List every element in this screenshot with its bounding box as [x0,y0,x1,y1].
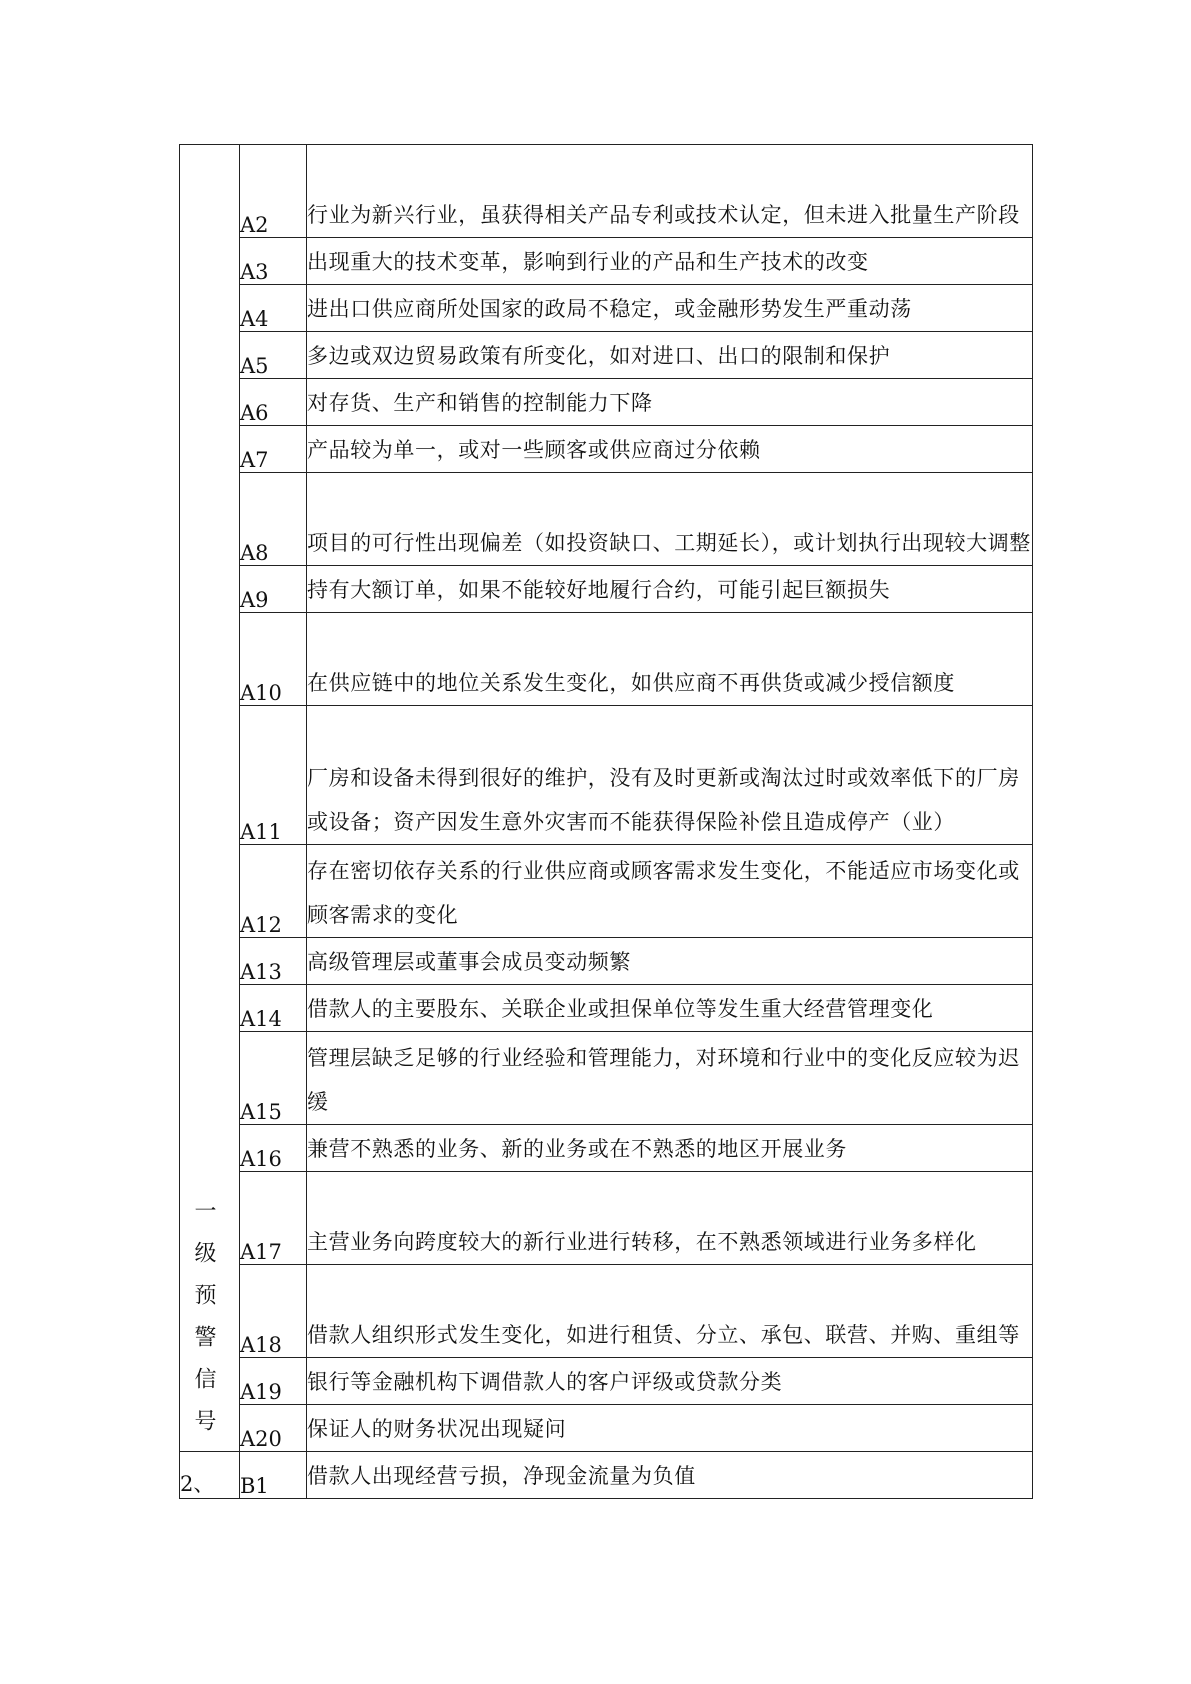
table-row [180,379,1033,426]
signal-description: 存在密切依存关系的行业供应商或顾客需求发生变化，不能适应市场变化或顾客需求的变化 [307,845,1033,938]
signal-description: 主营业务向跨度较大的新行业进行转移，在不熟悉领域进行业务多样化 [307,1172,1033,1265]
table-row [180,985,1033,1032]
signal-code: A10 [240,613,307,706]
signal-code: A5 [240,332,307,379]
signal-description: 高级管理层或董事会成员变动频繁 [307,938,1033,985]
signal-description: 多边或双边贸易政策有所变化，如对进口、出口的限制和保护 [307,332,1033,379]
table-row [180,1172,1033,1265]
table-row [180,938,1033,985]
table-row [180,1032,1033,1125]
signal-code: A20 [240,1405,307,1452]
signal-code: A4 [240,285,307,332]
signal-description: 借款人组织形式发生变化，如进行租赁、分立、承包、联营、并购、重组等 [307,1265,1033,1358]
signal-description: 保证人的财务状况出现疑问 [307,1405,1033,1452]
table-row [180,1405,1033,1452]
signal-description: 行业为新兴行业，虽获得相关产品专利或技术认定，但未进入批量生产阶段 [307,145,1033,238]
signal-code: A15 [240,1032,307,1125]
signal-code: A13 [240,938,307,985]
signal-code: A9 [240,566,307,613]
signal-description: 银行等金融机构下调借款人的客户评级或贷款分类 [307,1358,1033,1405]
signal-code: A19 [240,1358,307,1405]
table-row [180,845,1033,938]
warning-signal-table [179,144,1033,1499]
signal-description: 对存货、生产和销售的控制能力下降 [307,379,1033,426]
signal-code: A3 [240,238,307,285]
signal-code: B1 [240,1452,307,1499]
signal-code: A11 [240,706,307,845]
table-row [180,238,1033,285]
signal-code: A18 [240,1265,307,1358]
table-row [180,1265,1033,1358]
signal-description: 出现重大的技术变革，影响到行业的产品和生产技术的改变 [307,238,1033,285]
signal-code: A12 [240,845,307,938]
signal-description: 持有大额订单，如果不能较好地履行合约，可能引起巨额损失 [307,566,1033,613]
signal-code: A2 [240,145,307,238]
category-label: 一级预警信号 [191,1199,216,1451]
signal-description: 项目的可行性出现偏差（如投资缺口、工期延长），或计划执行出现较大调整 [307,473,1033,566]
table-row [180,145,1033,238]
table-row [180,1452,1033,1499]
table-row [180,566,1033,613]
table-row [180,285,1033,332]
signal-description: 借款人的主要股东、关联企业或担保单位等发生重大经营管理变化 [307,985,1033,1032]
signal-description: 进出口供应商所处国家的政局不稳定，或金融形势发生严重动荡 [307,285,1033,332]
table-row [180,426,1033,473]
signal-description: 管理层缺乏足够的行业经验和管理能力，对环境和行业中的变化反应较为迟缓 [307,1032,1033,1125]
signal-code: A7 [240,426,307,473]
signal-description: 在供应链中的地位关系发生变化，如供应商不再供货或减少授信额度 [307,613,1033,706]
table-row [180,706,1033,845]
category-cell-level-2: 2、 [180,1452,240,1499]
table-row [180,1358,1033,1405]
table-row [180,332,1033,379]
table-row [180,1125,1033,1172]
signal-code: A8 [240,473,307,566]
signal-description: 兼营不熟悉的业务、新的业务或在不熟悉的地区开展业务 [307,1125,1033,1172]
category-cell-level-1 [180,145,240,1452]
signal-description: 产品较为单一，或对一些顾客或供应商过分依赖 [307,426,1033,473]
table-row [180,613,1033,706]
signal-code: A14 [240,985,307,1032]
table-row [180,473,1033,566]
signal-code: A16 [240,1125,307,1172]
signal-code: A6 [240,379,307,426]
signal-description: 借款人出现经营亏损，净现金流量为负值 [307,1452,1033,1499]
signal-description: 厂房和设备未得到很好的维护，没有及时更新或淘汰过时或效率低下的厂房或设备；资产因发生意外灾害而不能获得保险补偿且造成停产（业） [307,706,1033,845]
signal-code: A17 [240,1172,307,1265]
